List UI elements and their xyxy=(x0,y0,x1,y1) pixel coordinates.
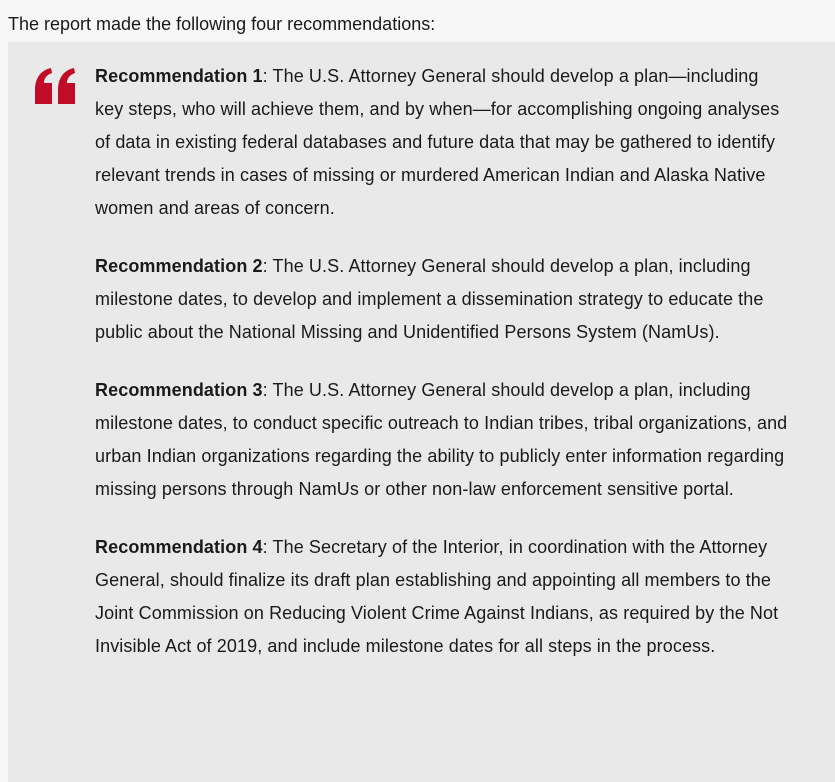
recommendation-text: : The U.S. Attorney General should develop a plan, including milestone dates, to develop and implement a dissemination strategy to educate the public about the National Missing and Unidentified Persons System (NamUs). xyxy=(95,256,764,342)
recommendation-label: Recommendation 1 xyxy=(95,66,263,86)
recommendations-list xyxy=(95,60,790,688)
recommendation-label: Recommendation 3 xyxy=(95,380,263,400)
recommendation-text: : The Secretary of the Interior, in coordination with the Attorney General, should finalize its draft plan establishing and appointing all members to the Joint Commission on Reducing Violent Crime Against Indians, as required by the Not Invisible Act of 2019, and include milestone dates for all steps in the process. xyxy=(95,537,779,656)
intro-text: The report made the following four recommendations: xyxy=(8,14,436,34)
recommendation-3 xyxy=(95,374,790,506)
recommendation-label: Recommendation 2 xyxy=(95,256,263,276)
recommendation-text: : The U.S. Attorney General should develop a plan—including key steps, who will achieve them, and by when—for accomplishing ongoing analyses of data in existing federal databases and future data that may be gathered to identify relevant trends in cases of missing or murdered American Indian and Alaska Native women and areas of concern. xyxy=(95,66,780,218)
recommendation-2 xyxy=(95,250,790,349)
quote-icon xyxy=(33,66,77,106)
recommendation-text: : The U.S. Attorney General should develop a plan, including milestone dates, to conduct specific outreach to Indian tribes, tribal organizations, and urban Indian organizations regarding the ability to publicly enter information regarding missing persons through NamUs or other non-law enforcement sensitive portal. xyxy=(95,380,788,499)
blockquote xyxy=(8,42,835,782)
recommendation-label: Recommendation 4 xyxy=(95,537,263,557)
recommendation-4 xyxy=(95,531,790,663)
recommendation-1 xyxy=(95,60,790,225)
